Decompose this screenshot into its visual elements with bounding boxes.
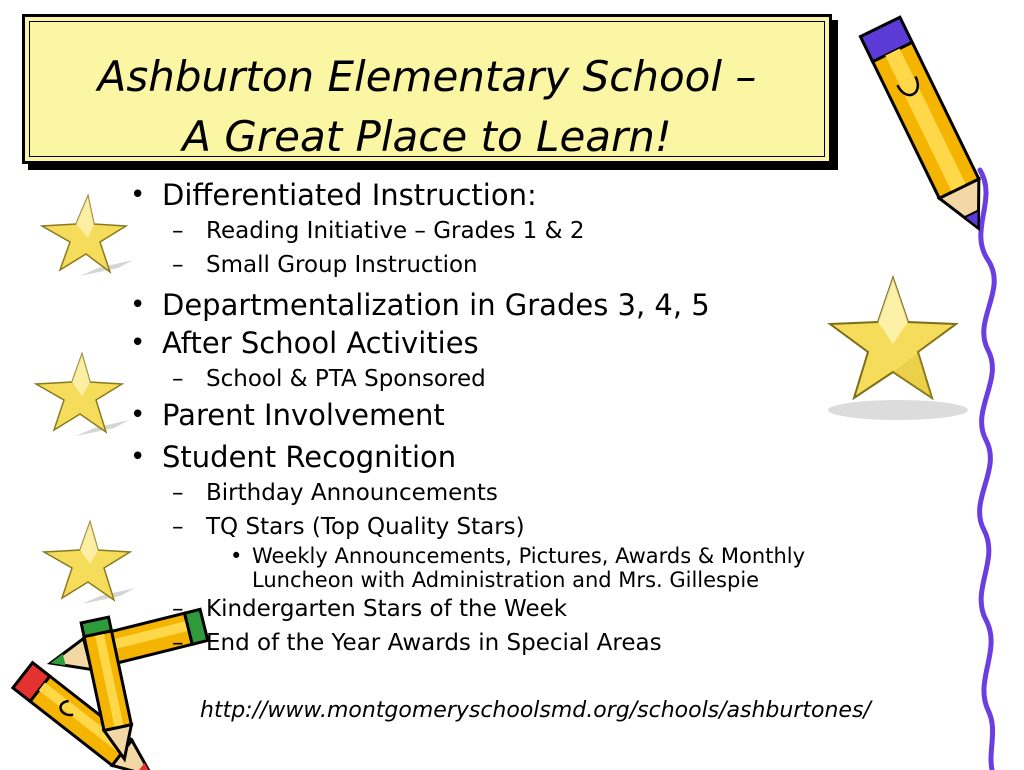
bullet-marker: •	[230, 544, 243, 568]
list-subitem-text: Kindergarten Stars of the Week	[206, 596, 568, 622]
list-item	[120, 324, 920, 362]
list-item	[120, 396, 920, 434]
list-subitem-text: Birthday Announcements	[206, 480, 498, 506]
list-subitem	[120, 248, 920, 282]
list-item-text: Differentiated Instruction:	[162, 178, 537, 212]
slide-title-line-2: A Great Place to Learn!	[182, 112, 672, 161]
list-subitem	[120, 214, 920, 248]
dash-marker: –	[172, 366, 184, 392]
star-icon	[24, 350, 134, 440]
bullet-marker: •	[130, 328, 146, 358]
bullet-marker: •	[130, 180, 146, 210]
list-subsubitem	[120, 544, 892, 592]
list-subitem	[120, 362, 920, 396]
dash-marker: –	[172, 630, 184, 656]
list-item-text: Departmentalization in Grades 3, 4, 5	[162, 288, 710, 322]
list-subitem-text: School & PTA Sponsored	[206, 366, 486, 392]
list-subitem	[120, 592, 920, 626]
squiggle-line-icon	[958, 170, 1018, 770]
dash-marker: –	[172, 480, 184, 506]
list-item	[120, 176, 920, 214]
title-box	[22, 14, 832, 164]
list-subitem	[120, 510, 920, 544]
list-subitem-text: End of the Year Awards in Special Areas	[206, 630, 662, 656]
bullet-marker: •	[130, 290, 146, 320]
dash-marker: –	[172, 252, 184, 278]
school-url-link[interactable]: http://www.montgomeryschoolsmd.org/schools/ashburtones/	[200, 698, 871, 723]
bullet-list	[120, 176, 920, 660]
bullet-marker: •	[130, 400, 146, 430]
list-subitem	[120, 626, 920, 660]
list-item	[120, 438, 920, 476]
dash-marker: –	[172, 514, 184, 540]
list-item-text: Parent Involvement	[162, 398, 445, 432]
list-subitem	[120, 476, 920, 510]
list-subitem-text: Small Group Instruction	[206, 252, 478, 278]
bullet-marker: •	[130, 442, 146, 472]
dash-marker: –	[172, 218, 184, 244]
list-subsubitem-text: Weekly Announcements, Pictures, Awards & Monthly Luncheon with Administration and Mrs. Gillespie	[252, 544, 806, 592]
dash-marker: –	[172, 596, 184, 622]
slide-title-line-1: Ashburton Elementary School –	[97, 52, 757, 101]
list-item-text: Student Recognition	[162, 440, 457, 474]
list-subitem-text: Reading Initiative – Grades 1 & 2	[206, 218, 585, 244]
list-item	[120, 286, 920, 324]
list-item-text: After School Activities	[162, 326, 479, 360]
list-subitem-text: TQ Stars (Top Quality Stars)	[206, 514, 525, 540]
